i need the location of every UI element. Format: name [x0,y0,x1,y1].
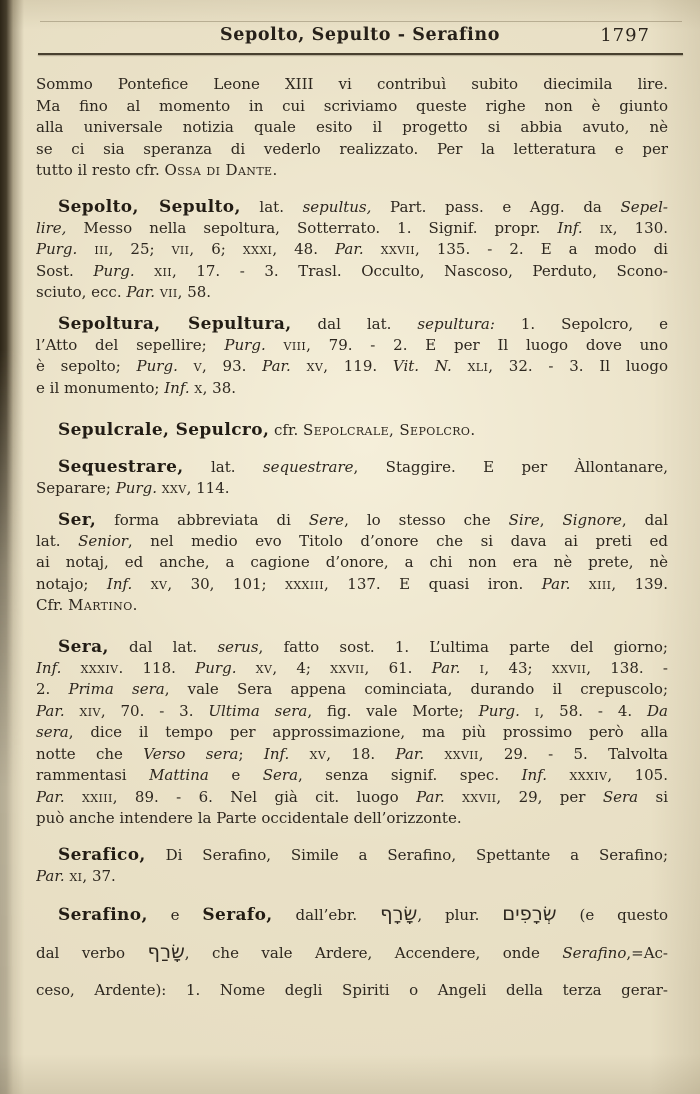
text-line: è sepolto; Purg. v, 93. Par. xv, 119. Vit. N. xli, 32. - 3. Il luogo [36,357,668,375]
text-line: sera, dice il tempo per approssimazione, ma più prossimo però alla [36,723,668,741]
header-title: Sepolto, Sepulto - Serafino [220,25,500,45]
text-line: dal verbo שָׂרַף, che vale Ardere, Accendere, onde Serafino,=Ac- [36,940,668,963]
entry-sepolto-sepulto [36,196,668,304]
text-block [36,0,668,1094]
entry-sera [36,636,668,830]
text-line: Ser, forma abbreviata di Sere, lo stesso che Sire, Signore, dal [58,509,668,529]
text-line: Sepoltura, Sepultura, dal lat. sepultura: 1. Sepolcro, e [58,313,668,333]
text-line: e il monumento; Inf. x, 38. [36,378,237,397]
entry-sepoltura-sepultura [36,313,668,399]
text-line: rammentasi Mattina e Sera, senza signif. spec. Inf. xxxiv, 105. [36,766,668,784]
text-line: l’Atto del sepellire; Purg. viii, 79. - 2. E per Il luogo dove uno [36,335,668,354]
text-line: notajo; Inf. xv, 30, 101; xxxiii, 137. E quasi iron. Par. xiii, 139. [36,574,668,593]
text-line: sciuto, ecc. Par. vii, 58. [36,283,212,301]
entry-sepulcrale-sepulcro [36,419,668,441]
text-line: Sera, dal lat. serus, fatto sost. 1. L’ultima parte del giorno; [58,636,668,656]
text-line: notte che Verso sera; Inf. xv, 18. Par. xxvii, 29. - 5. Talvolta [36,744,668,763]
text-line: può anche intendere la Parte occidentale dell’orizzonte. [36,809,462,827]
text-line: Par. xxiii, 89. - 6. Nel già cit. luogo Par. xxvii, 29, per Sera si [36,787,668,806]
text-line: se ci sia speranza di vederlo realizzato. Per la letteratura e per [36,139,668,158]
page-number: 1797 [600,25,650,46]
entry-serafico [36,844,668,887]
text-line: Separare; Purg. xxv, 114. [36,478,230,497]
text-line: Serafico, Di Serafino, Simile a Serafino, Spettante a Serafino; [58,844,668,864]
entry-ser [36,509,668,617]
text-line: Serafino, e Serafo, dall’ebr. שָׂרָף, plur. שְׂרָפִים (e questo [58,902,668,925]
text-line: Sepolto, Sepulto, lat. sepultus, Part. pass. e Agg. da Sepel- [58,196,668,216]
text-line: alla universale notizia quale esito il progetto si abbia avuto, nè [36,118,668,136]
entry-serafino-serafo [36,895,668,1009]
text-line: Sommo Pontefice Leone XIII vi contribuì subito diecimila lire. [36,75,668,93]
text-line: tutto il resto cfr. Ossa di Dante. [36,161,278,179]
text-line: Sequestrare, lat. sequestrare, Staggire. E per Àllontanare, [58,456,668,476]
text-line: Sepulcrale, Sepulcro, cfr. Sepolcrale, Sepolcro. [58,419,476,439]
text-line: ceso, Ardente): 1. Nome degli Spiriti o Angeli della terza gerar- [36,981,668,999]
text-line: Par. xiv, 70. - 3. Ultima sera, fig. vale Morte; Purg. i, 58. - 4. Da [36,701,668,720]
text-line: 2. Prima sera, vale Sera appena cominciata, durando il crepuscolo; [36,680,668,698]
text-line: Inf. xxxiv. 118. Purg. xv, 4; xxvii, 61. Par. i, 43; xxvii, 138. - [36,658,668,677]
text-line: lire, Messo nella sepoltura, Sotterrato. 1. Signif. propr. Inf. ix, 130. [36,218,668,237]
entry-sequestrare [36,456,668,499]
text-line: Sost. Purg. xii, 17. - 3. Trasl. Occulto, Nascoso, Perduto, Scono- [36,261,668,280]
text-line: ai notaj, ed anche, a cagione d’onore, a chi non era nè prete, nè [36,553,668,571]
text-line: Par. xi, 37. [36,866,116,885]
para-continuation-ossa-di-dante [36,74,668,182]
text-line: Cfr. Martino. [36,596,138,614]
binding-shadow [0,0,24,1094]
text-line: lat. Senior, nel medio evo Titolo d’onore che si dava ai preti ed [36,531,668,550]
text-line: Purg. iii, 25; vii, 6; xxxi, 48. Par. xxvii, 135. - 2. E a modo di [36,240,668,258]
text-line: Ma fino al momento in cui scriviamo queste righe non è giunto [36,96,668,115]
